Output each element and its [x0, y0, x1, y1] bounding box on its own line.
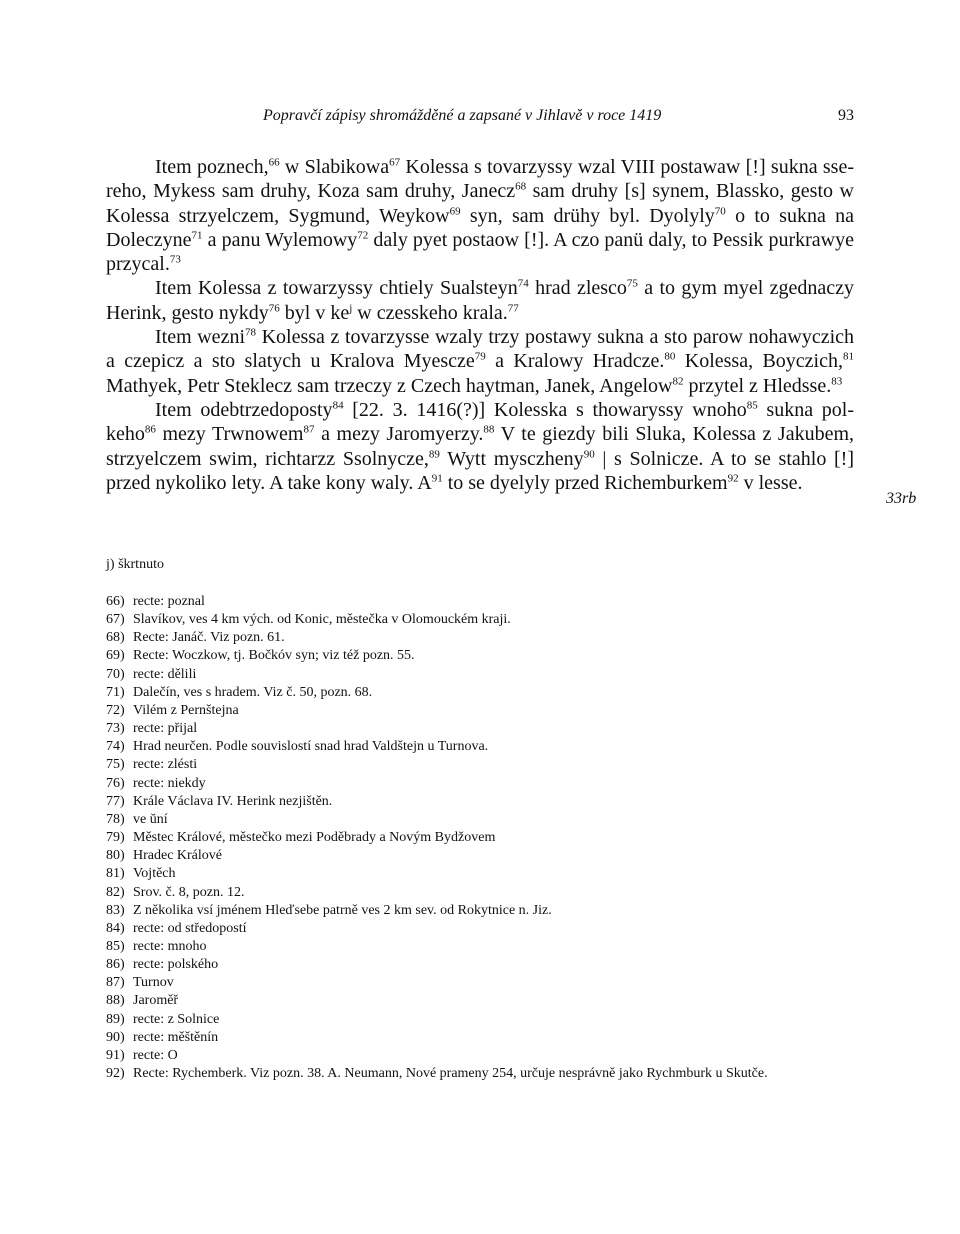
- text-run: hrad zlesco: [528, 277, 627, 300]
- text-run: sukna polkeho: [106, 398, 855, 446]
- footnote-reference: 89: [428, 447, 440, 460]
- footnote-reference: 88: [483, 423, 495, 436]
- footnote-number: 83): [106, 902, 125, 918]
- footnote-number: 71): [106, 684, 125, 700]
- footnote-reference: 75: [626, 277, 638, 290]
- text-run: V te giezdy bili Sluka, Kolessa z Jakubem, strzyelczem swim, richtarzz Ssolnycze,: [106, 423, 855, 470]
- footnotes: [106, 593, 906, 1083]
- footnote-text: recte: zlésti: [133, 757, 198, 773]
- text-run: sam druhy [s] synem, Blassko, gesto w Kolessa strzyelczem, Sygmund, Weykow: [106, 180, 854, 227]
- footnote: [106, 666, 906, 684]
- footnote-number: 67): [106, 612, 125, 628]
- footnote-text: recte: O: [133, 1047, 178, 1063]
- footnote: [106, 992, 906, 1010]
- footnote: [106, 938, 906, 956]
- footnote-reference: 66: [268, 156, 280, 169]
- footnote: [106, 720, 906, 738]
- footnote-text: Recte: Rychemberk. Viz pozn. 38. A. Neumann, Nové prameny 254, určuje nesprávně jako Rychmburk u Skutče.: [133, 1066, 768, 1082]
- text-run: a Kralowy Hradcze.: [485, 350, 665, 373]
- footnote-reference: 76: [268, 302, 280, 315]
- footnote-number: 73): [106, 721, 125, 737]
- footnote-text: Turnov: [133, 975, 174, 991]
- footnote: [106, 865, 906, 883]
- footnote-number: 76): [106, 775, 125, 791]
- text-run: daly pyet postaow [!]. A czo panü daly, to Pessik purkrawye przycal.: [106, 228, 854, 276]
- text-run: a to gym myel zgednaczy Herink, gesto nykdy: [106, 277, 854, 324]
- footnote-number: 66): [106, 594, 125, 609]
- footnote-reference: 92: [727, 472, 739, 485]
- footnote: [106, 920, 906, 938]
- footnote-reference: 85: [746, 399, 758, 412]
- footnote: [106, 1029, 906, 1047]
- text-run: Item poznech,: [155, 156, 269, 178]
- running-head: [0, 107, 960, 129]
- footnote-reference: 91: [431, 472, 443, 485]
- footnote: [106, 756, 906, 774]
- footnote-text: recte: niekdy: [133, 775, 206, 791]
- footnote-reference: 80: [664, 350, 676, 363]
- footnote-text: Srov. č. 8, pozn. 12.: [133, 884, 245, 900]
- footnote-reference: 71: [191, 229, 203, 242]
- footnote-reference: 78: [245, 326, 256, 339]
- text-run: to se dyelyly przed Richemburkem: [442, 471, 728, 494]
- footnote-number: 81): [106, 866, 125, 882]
- footnote: [106, 884, 906, 902]
- footnote-text: recte: přijal: [133, 721, 198, 737]
- text-run: Kolessa z tovarzysse wzaly trzy postawy sukna a sto parow nohawyczich a czepicz a sto slatych u Kralova Myescze: [106, 326, 855, 373]
- footnote-reference: 74: [517, 277, 529, 290]
- footnote: [106, 775, 906, 793]
- critical-note-text: škrtnuto: [118, 557, 164, 572]
- footnote-number: 91): [106, 1047, 125, 1063]
- body-paragraph: [106, 276, 854, 325]
- text-run: o to sukna na Doleczyne: [106, 204, 855, 251]
- footnote-reference: 70: [714, 204, 726, 217]
- footnote-reference: 83: [831, 375, 843, 388]
- footnote-number: 86): [106, 957, 125, 973]
- footnote: [106, 793, 906, 811]
- footnote: [106, 847, 906, 865]
- footnote-text: Recte: Janáč. Viz pozn. 61.: [133, 630, 285, 646]
- footnote-text: recte: od středopostí: [133, 920, 247, 936]
- footnote-text: Vilém z Pernštejna: [133, 702, 239, 718]
- margin-folio-note: 33rb: [886, 490, 917, 507]
- footnote-text: Slavíkov, ves 4 km vých. od Konic, městečka v Olomouckém kraji.: [133, 612, 511, 628]
- footnote-text: Městec Králové, městečko mezi Poděbrady a Novým Bydžovem: [133, 830, 496, 846]
- footnote-text: ve ŭní: [133, 811, 168, 827]
- text-run: syn, sam drühy byl. Dyolyly: [460, 204, 715, 227]
- footnote-text: Jaroměř: [133, 993, 179, 1009]
- text-run: Mathyek, Petr Steklecz sam trzeczy z Czech haytman, Janek, Angelow: [106, 374, 673, 397]
- footnote-text: Krále Václava IV. Herink nezjištěn.: [133, 793, 333, 809]
- footnote-reference: 69: [449, 204, 461, 217]
- body-paragraph: [106, 398, 854, 495]
- footnote-number: 85): [106, 938, 125, 954]
- footnote-reference: 67: [389, 156, 401, 169]
- footnote-number: 77): [106, 793, 125, 809]
- footnote: [106, 593, 906, 611]
- text-run: Wytt mysczheny: [439, 447, 584, 470]
- footnote-number: 80): [106, 848, 125, 864]
- footnote-text: Z několika vsí jménem Hleďsebe patrně ves 2 km sev. od Rokytnice n. Jiz.: [133, 902, 552, 918]
- footnote-reference: 87: [303, 423, 315, 436]
- text-run: byl v ke: [279, 301, 350, 324]
- footnote-text: recte: mnoho: [133, 938, 207, 954]
- footnote: [106, 829, 906, 847]
- footnote: [106, 738, 906, 756]
- footnote-text: recte: měštěnín: [133, 1029, 219, 1045]
- text-run: Kolessa s tovarzyssy wzal VIII postawaw [!] sukna ssereho, Mykess sam druhy, Koza sam druhy, Janecz: [106, 156, 854, 203]
- page-number: 93: [838, 107, 854, 124]
- footnote-reference: 79: [474, 350, 486, 363]
- footnote-number: 74): [106, 739, 125, 755]
- text-run: a mezy Jaromyerzy.: [314, 423, 484, 446]
- footnote-number: 82): [106, 884, 125, 900]
- body-text: [106, 155, 854, 495]
- footnote: [106, 974, 906, 992]
- footnote-number: 75): [106, 757, 125, 773]
- footnote-number: 69): [106, 648, 125, 664]
- footnote-text: Vojtěch: [133, 866, 176, 882]
- footnote-reference: j: [349, 302, 353, 315]
- text-run: Item odebtrzedoposty: [155, 398, 333, 421]
- footnote-text: recte: polského: [133, 957, 219, 973]
- footnote-reference: 86: [144, 423, 156, 436]
- footnote: [106, 956, 906, 974]
- footnote: [106, 684, 906, 702]
- text-run: Item wezni: [155, 326, 245, 349]
- footnote: [106, 702, 906, 720]
- footnote: [106, 611, 906, 629]
- footnote-number: 79): [106, 830, 125, 846]
- footnote-reference: 73: [169, 253, 181, 266]
- footnote: [106, 1047, 906, 1065]
- footnote-number: 87): [106, 975, 125, 991]
- text-run: przytel z Hledsse.: [683, 374, 832, 397]
- footnote-reference: 68: [515, 180, 527, 193]
- text-run: Item Kolessa z towarzyssy chtiely Sualsteyn: [155, 277, 518, 300]
- footnote: [106, 647, 906, 665]
- footnote-number: 84): [106, 920, 125, 936]
- body-paragraph: [106, 325, 854, 398]
- footnote-text: recte: dělili: [133, 666, 197, 682]
- text-run: a panu Wylemowy: [202, 228, 358, 251]
- footnote-number: 72): [106, 702, 125, 718]
- footnote-number: 90): [106, 1029, 125, 1045]
- footnote-number: 68): [106, 630, 125, 646]
- footnote-text: Recte: Woczkow, tj. Bočkóv syn; viz též pozn. 55.: [133, 648, 415, 664]
- footnote: [106, 629, 906, 647]
- footnote: [106, 1065, 906, 1083]
- footnote-number: 89): [106, 1011, 125, 1027]
- footnote-text: recte: z Solnice: [133, 1011, 220, 1027]
- footnote: [106, 1011, 906, 1029]
- text-run: v lesse.: [738, 471, 803, 494]
- text-run: w Slabikowa: [279, 156, 390, 178]
- text-run: w czesskeho krala.: [352, 301, 508, 324]
- critical-note-mark: j): [106, 557, 115, 572]
- text-run: | s Solnicze. A to se stahlo [!] przed nykoliko lety. A take kony waly. A: [106, 447, 854, 494]
- footnote-reference: 81: [843, 350, 854, 363]
- footnote-reference: 72: [357, 229, 369, 242]
- footnote-number: 78): [106, 811, 125, 827]
- text-run: mezy Trwnowem: [155, 423, 304, 446]
- footnote-text: recte: poznal: [133, 594, 205, 609]
- critical-note: [106, 556, 164, 574]
- footnote-text: Hrad neurčen. Podle souvislostí snad hrad Valdštejn u Turnova.: [133, 739, 489, 755]
- footnote-text: Hradec Králové: [133, 848, 223, 864]
- footnote: [106, 811, 906, 829]
- body-paragraph: [106, 155, 854, 276]
- text-run: [22. 3. 1416(?)] Kolesska s thowaryssy wnoho: [343, 398, 747, 421]
- running-title: Popravčí zápisy shromážděné a zapsané v Jihlavě v roce 1419: [263, 107, 662, 124]
- footnote-number: 88): [106, 993, 125, 1009]
- critical-notes: [106, 556, 164, 574]
- footnote-number: 92): [106, 1066, 125, 1082]
- footnote-reference: 84: [332, 399, 344, 412]
- text-run: Kolessa, Boyczich,: [675, 350, 843, 373]
- footnote-reference: 77: [507, 302, 519, 315]
- footnote: [106, 902, 906, 920]
- footnote-reference: 82: [672, 375, 684, 388]
- footnote-text: Dalečín, ves s hradem. Viz č. 50, pozn. 68.: [133, 684, 373, 700]
- footnote-number: 70): [106, 666, 125, 682]
- footnote-reference: 90: [583, 447, 595, 460]
